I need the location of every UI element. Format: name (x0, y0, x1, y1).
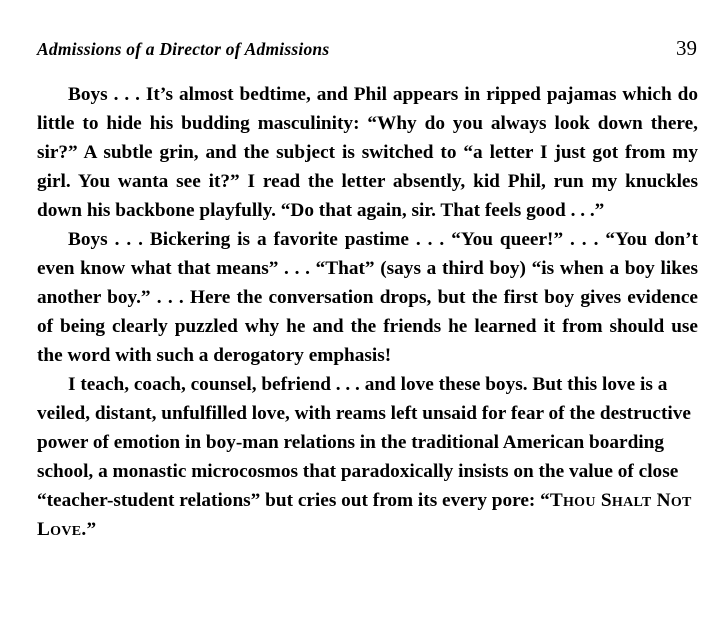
paragraph-2: Boys . . . Bickering is a favorite pastime . . . “You queer!” . . . “You don’t even know what that means” . . . “That” (says a third boy) “is when a boy likes another boy.” . . . Here the conversation drops, but the first boy gives evidence of being clearly puzzled why he and the friends he learned it from should use the word with such a derogatory emphasis! (37, 229, 698, 366)
paragraph-1: Boys . . . It’s almost bedtime, and Phil appears in ripped pajamas which do little to hide his budding masculinity: “Why do you always look down there, sir?” A subtle grin, and the subject is switched to “a letter I just got from my girl. You wanta see it?” I read the letter absently, kid Phil, run my knuckles down his backbone playfully. “Do that again, sir. That feels good . . .” (37, 84, 698, 221)
page-number: 39 (676, 36, 697, 60)
small-caps-phrase: Thou Shalt Not Love. (37, 490, 692, 540)
paragraph-3-text: I teach, coach, counsel, befriend . . . and love these boys. But this love is a veiled, distant, unfulfilled love, with reams left unsaid for fear of the destructive power of emotion in boy-man relations in the traditional American boarding school, a monastic microcosmos that paradoxically insists on the value of close “teacher-student relations” but cries out from its every pore: “ (37, 374, 691, 511)
closing-quote: ” (86, 519, 97, 540)
running-header (37, 38, 697, 60)
running-head-title: Admissions of a Director of Admissions (37, 39, 330, 59)
paragraph-3 (37, 370, 698, 544)
body-text (37, 80, 698, 544)
